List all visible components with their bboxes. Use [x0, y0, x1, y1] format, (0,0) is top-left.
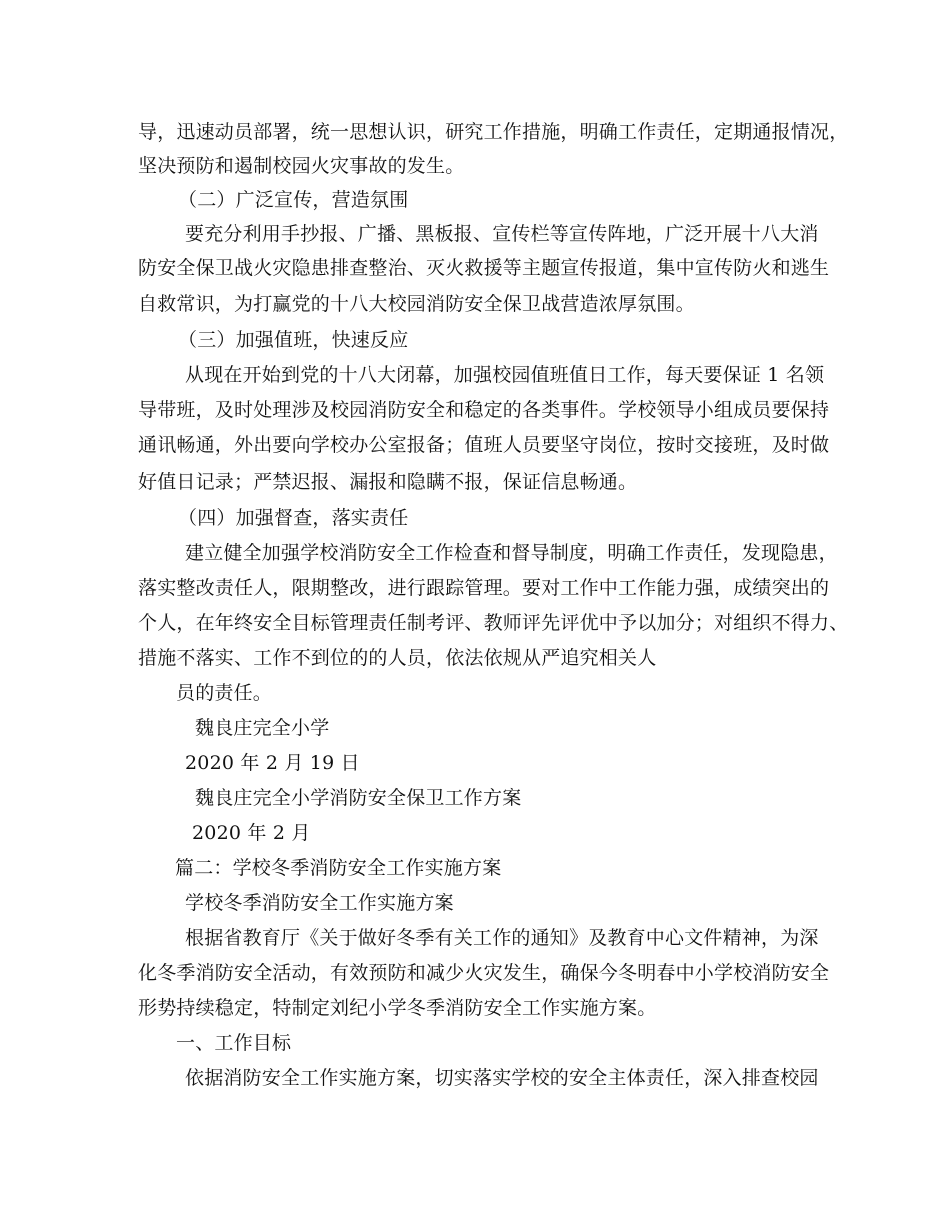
document-title: 学校冬季消防安全工作实施方案 — [185, 892, 454, 914]
body-text-line: 自救常识，为打赢党的十八大校园消防安全保卫战营造浓厚氛围。 — [138, 293, 695, 315]
body-text-line: 通讯畅通，外出要向学校办公室报备；值班人员要坚守岗位，按时交接班，及时做 — [138, 434, 830, 456]
plan-date: 2020 年 2 月 — [192, 822, 311, 844]
body-text-line: 导，迅速动员部署，统一思想认识，研究工作措施，明确工作责任，定期通报情况， — [138, 121, 849, 143]
body-text-line: 措施不落实、工作不到位的的人员，依法依规从严追究相关人 — [138, 647, 657, 669]
body-text-line: 要充分利用手抄报、广播、黑板报、宣传栏等宣传阵地，广泛开展十八大消 — [185, 223, 819, 245]
section-heading: 一、工作目标 — [176, 1032, 292, 1054]
body-text-line: 依据消防安全工作实施方案，切实落实学校的安全主体责任，深入排查校园 — [185, 1067, 819, 1089]
body-text-line: 化冬季消防安全活动，有效预防和减少火灾发生，确保今冬明春中小学校消防安全 — [138, 962, 830, 984]
signature-school: 魏良庄完全小学 — [195, 717, 330, 739]
body-text-line: 从现在开始到党的十八大闭幕，加强校园值班值日工作，每天要保证 1 名领 — [185, 364, 825, 386]
body-text-line: 员的责任。 — [176, 682, 273, 704]
section-heading: （四）加强督查，落实责任 — [178, 507, 409, 529]
section-heading: （二）广泛宣传，营造氛围 — [178, 189, 409, 211]
body-text-line: 好值日记录；严禁迟报、漏报和隐瞒不报，保证信息畅通。 — [138, 471, 638, 493]
body-text-line: 形势持续稳定，特制定刘纪小学冬季消防安全工作实施方案。 — [138, 997, 657, 1019]
part-heading: 篇二：学校冬季消防安全工作实施方案 — [175, 857, 502, 879]
section-heading: （三）加强值班，快速反应 — [178, 329, 409, 351]
body-text-line: 根据省教育厅《关于做好冬季有关工作的通知》及教育中心文件精神，为深 — [185, 927, 819, 949]
body-text-line: 导带班，及时处理涉及校园消防安全和稳定的各类事件。学校领导小组成员要保持 — [138, 399, 830, 421]
body-text-line: 坚决预防和遏制校园火灾事故的发生。 — [138, 155, 465, 177]
body-text-line: 建立健全加强学校消防安全工作检查和督导制度，明确工作责任，发现隐患， — [185, 542, 838, 564]
plan-title: 魏良庄完全小学消防安全保卫工作方案 — [195, 787, 522, 809]
body-text-line: 落实整改责任人，限期整改，进行跟踪管理。要对工作中工作能力强，成绩突出的 — [138, 577, 830, 599]
signature-date: 2020 年 2 月 19 日 — [185, 752, 360, 774]
body-text-line: 个人，在年终安全目标管理责任制考评、教师评先评优中予以加分；对组织不得力、 — [138, 612, 849, 634]
body-text-line: 防安全保卫战火灾隐患排查整治、灭火救援等主题宣传报道，集中宣传防火和逃生 — [138, 257, 830, 279]
